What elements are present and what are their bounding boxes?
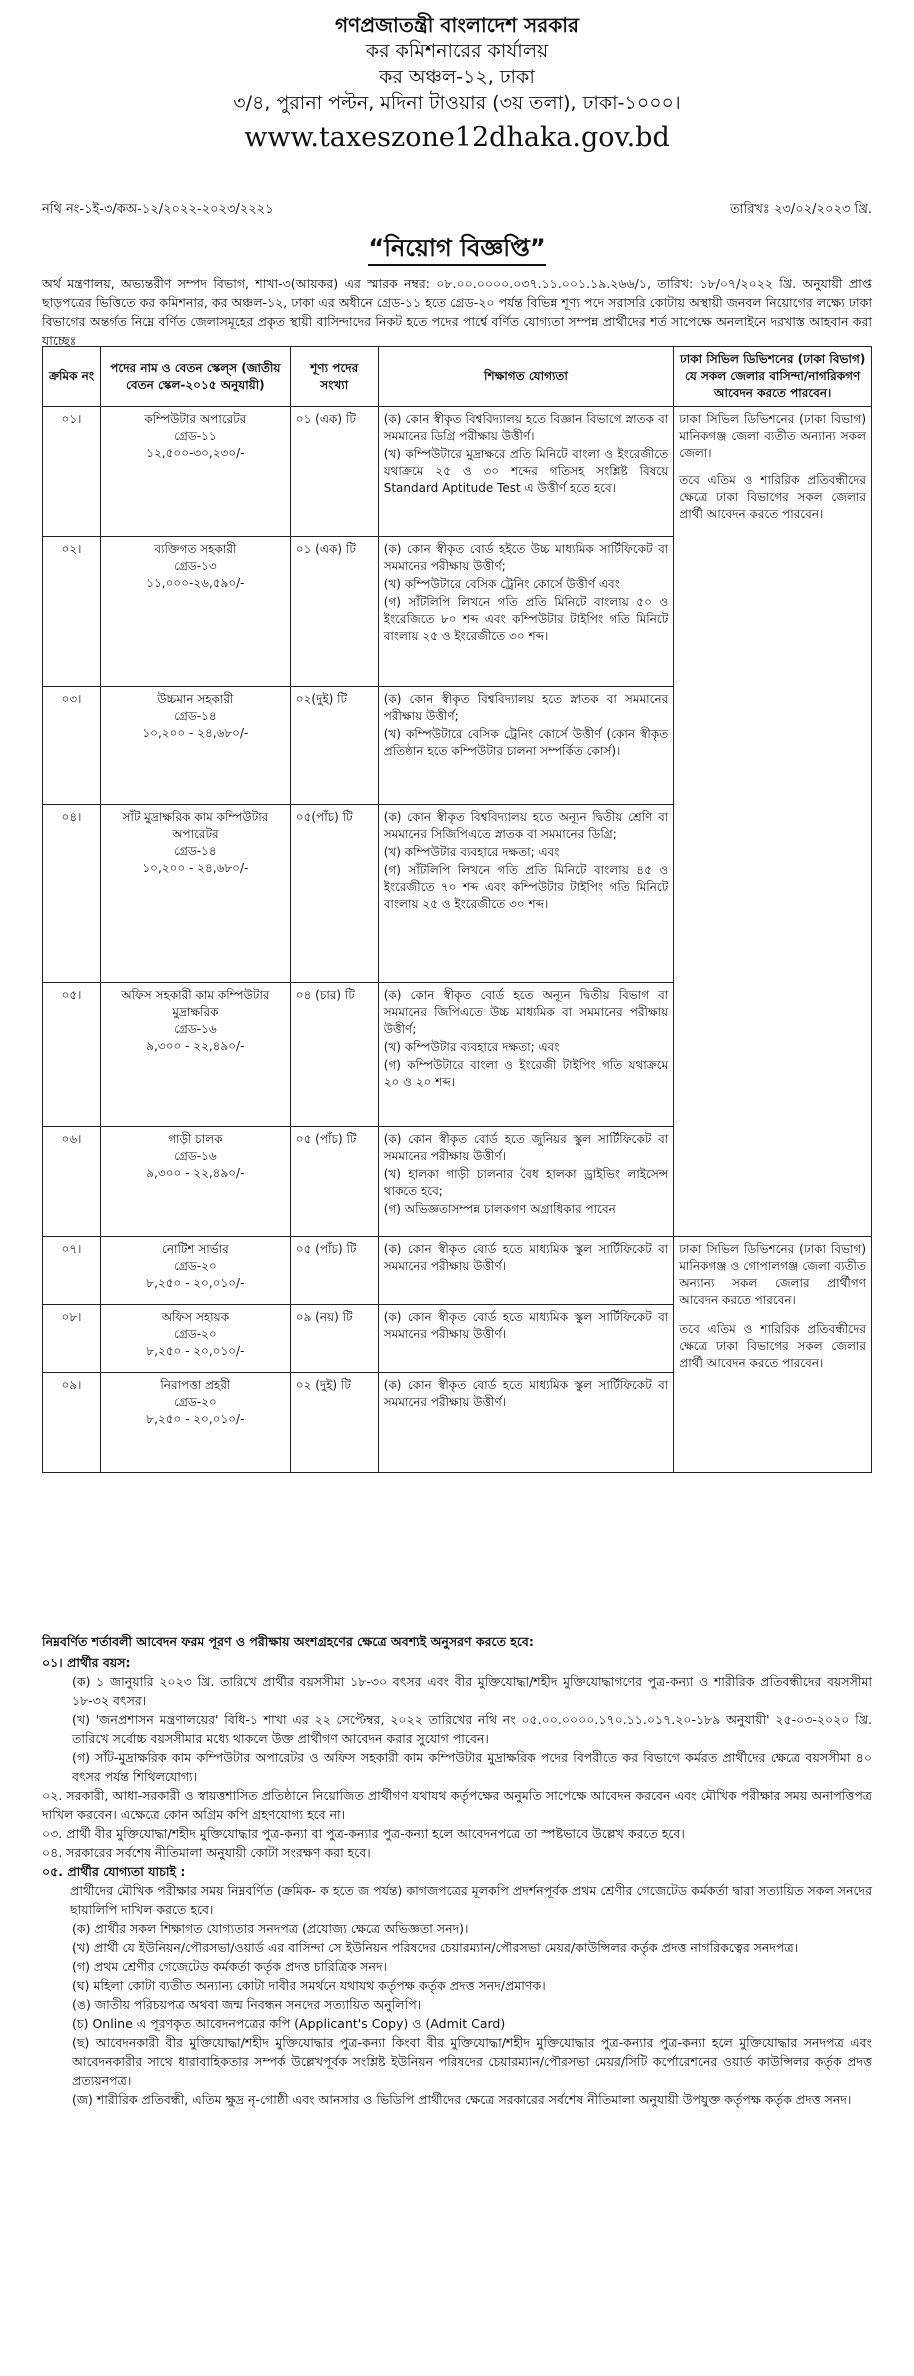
qualification-item: (খ) কম্পিউটার ব্যবহারে দক্ষতা; এবং — [383, 845, 560, 859]
row-qualification — [378, 1305, 674, 1373]
post-grade: গ্রেড-২০ — [174, 1395, 217, 1409]
qualification-item: (ক) কোন স্বীকৃত বোর্ড হতে জুনিয়র স্কুল সার্টিফিকেট বা সমমানের পরীক্ষায় উত্তীর্ণ। — [383, 1132, 669, 1163]
qualification-item: (ক) কোন স্বীকৃত বিশ্ববিদ্যালয় হতে বিজ্ঞান বিভাগে স্নাতক বা সমমানের ডিগ্রি পরীক্ষায় উত্তীর্ণ। — [383, 412, 669, 443]
govt-name: গণপ্রজাতন্ত্রী বাংলাদেশ সরকার — [335, 13, 579, 37]
qualification-item: (খ) কম্পিউটারে বেসিক ট্রেনিং কোর্সে উত্তীর্ণ (কোন স্বীকৃত প্রতিষ্ঠান হতে কম্পিউটার চালনা সম্পর্কিত কোর্স)। — [383, 727, 669, 758]
qualification-item: (গ) অভিজ্ঞতাসম্পন্ন চালকগণ অগ্রাধিকার পাবেন — [383, 1202, 616, 1216]
office-name: কর কমিশনারের কার্যালয় — [365, 40, 549, 62]
age-rule-kha: (খ) 'জনপ্রশাসন মন্ত্রণালয়ের' বিধি-১ শাখা এর ২২ সেপ্টেম্বর, ২০২২ তারিখের নথি নং ০৫.০০.০০০০.১৭০.১১.০১৭.২০-১৮৯ অনুযায়ী' ২৫-০৩-২০২০ খ্রি. তারিখে সর্বোচ্চ বয়সসীমার মধ্যে থাকলে উক্ত প্রার্থীগণ আবেদন করার সুযোগ পাবেন। — [72, 1712, 872, 1746]
row-qualification — [378, 687, 674, 805]
zone-name: কর অঞ্চল-১২, ঢাকা — [379, 66, 535, 88]
row-serial: ০৭। — [43, 1237, 101, 1305]
row-qualification — [378, 1127, 674, 1237]
row-vacancy: ০২(দুই) টি — [290, 687, 378, 805]
vacancy-table — [42, 346, 872, 1473]
header-vacancy: শূণ্য পদের সংখ্যা — [290, 347, 378, 407]
post-grade: গ্রেড-১৪ — [174, 844, 217, 858]
condition-2: ০২. সরকারী, আধা-সরকারী ও স্বায়ত্তশাসিত প্রতিষ্ঠানে নিয়োজিত প্রার্থীগণ যথাযথ কর্তৃপক্ষের অনুমতি সাপেক্ষে আবেদন করবেন এবং মৌখিক পরীক্ষার সময় অনাপত্তিপত্র দাখিল করবেন। এক্ষেত্রে কোন অগ্রিম কপি গ্রহণযোগ্য হবে না। — [42, 1788, 872, 1822]
qualification-item: (ক) কোন স্বীকৃত বোর্ড হইতে উচ্চ মাধ্যমিক সার্টিফিকেট বা সমমানের পরীক্ষায় উত্তীর্ণ; — [383, 542, 669, 573]
post-scale: ১২,৫০০-৩০,২৩০/- — [146, 446, 245, 460]
document-item: (ক) প্রার্থীর সকল শিক্ষাগত যোগ্যতার সনদপত্র (প্রযোজ্য ক্ষেত্রে অভিজ্ঞতা সনদ)। — [72, 1921, 469, 1936]
post-scale: ১০,২০০ - ২৪,৬৮০/- — [142, 726, 249, 740]
qualification-item: (গ) কম্পিউটারে বাংলা ও ইংরেজী টাইপিং গতি যথাক্রমে ২০ ও ২০ শব্দ। — [383, 1058, 669, 1089]
post-scale: ৮,২৫০ - ২০,০১০/- — [146, 1276, 245, 1290]
document-item: (চ) Online এ পূরণকৃত আবেদনপত্রের কপি (Applicant's Copy) ও (Admit Card) — [72, 2016, 506, 2031]
condition-4: ০৪. সরকারের সর্বশেষ নীতিমালা অনুযায়ী কোটা সংরক্ষণ করা হবে। — [42, 1845, 371, 1860]
qualification-item: (খ) হালকা গাড়ী চালনার বৈধ হালকা ড্রাইভিং লাইসেন্স থাকতে হবে; — [383, 1167, 669, 1198]
header-note: ঢাকা সিভিল ডিভিশনের (ঢাকা বিভাগ) যে সকল জেলার বাসিন্দা/নাগরিকগণ আবেদন করতে পারবেন। — [674, 347, 872, 407]
row-post — [100, 983, 290, 1127]
notice-title — [0, 230, 914, 270]
conditions-heading: নিম্নবর্ণিত শর্তাবলী আবেদন ফরম পূরণ ও পরীক্ষায় অংশগ্রহণের ক্ষেত্রে অবশ্যই অনুসরণ করতে হবে: — [42, 1634, 534, 1649]
post-grade: গ্রেড-১১ — [174, 429, 217, 443]
qualification-item: (খ) কম্পিউটারে বেসিক ট্রেনিং কোর্সে উত্তীর্ণ এবং — [383, 577, 620, 591]
age-rule-ga: (গ) সাঁট-মুদ্রাক্ষরিক কাম কম্পিউটার অপারেটর ও অফিস সহকারী কাম কম্পিউটার মুদ্রাক্ষরিক পদের বিপরীতে কর বিভাগে কর্মরত প্রার্থীদের ক্ষেত্রে বয়সসীমা ৪০ বৎসর পর্যন্ত শিথিলযোগ্য। — [72, 1750, 872, 1784]
row-vacancy: ০৫(পাঁচ) টি — [290, 805, 378, 983]
qualification-item: (খ) কম্পিউটার ব্যবহারে দক্ষতা; এবং — [383, 1040, 560, 1054]
qualification-item: (ক) কোন স্বীকৃত বোর্ড হতে মাধ্যমিক স্কুল সার্টিফিকেট বা সমমানের পরীক্ষায় উত্তীর্ণ। — [383, 1310, 669, 1341]
verification-intro: প্রার্থীদের মৌখিক পরীক্ষার সময় নিম্নবর্ণিত (ক্রমিক- ক হতে জ পর্যন্ত) কাগজপত্রের মূলকপি প্রদর্শনপূর্বক প্রথম শ্রেণীর গেজেটেড কর্মকর্তা দ্বারা সত্যায়িত সকল সনদের ছায়ালিপি দাখিল করতে হবে। — [70, 1883, 872, 1917]
header-qualification: শিক্ষাগত যোগ্যতা — [378, 347, 674, 407]
row-serial: ০৩। — [43, 687, 101, 805]
post-name: অফিস সহকারী কাম কম্পিউটার মুদ্রাক্ষরিক — [121, 988, 270, 1019]
post-scale: ১১,০০০-২৬,৫৯০/- — [146, 576, 245, 590]
qualification-item: (ক) কোন স্বীকৃত বোর্ড হতে মাধ্যমিক স্কুল সার্টিফিকেট বা সমমানের পরীক্ষায় উত্তীর্ণ। — [383, 1378, 669, 1409]
row-post — [100, 537, 290, 687]
document-item: (ঙ) জাতীয় পরিচয়পত্র অথবা জন্ম নিবন্ধন সনদের সত্যায়িত অনুলিপি। — [72, 1997, 422, 2012]
post-scale: ১০,২০০ - ২৪,৬৮০/- — [142, 861, 249, 875]
post-name: সাঁট মুদ্রাক্ষরিক কাম কম্পিউটার অপারেটর — [122, 810, 269, 841]
post-scale: ৮,২৫০ - ২০,০১০/- — [146, 1344, 245, 1358]
website-link[interactable]: www.taxeszone12dhaka.gov.bd — [244, 122, 670, 153]
document-item: (গ) প্রথম শ্রেণীর গেজেটেড কর্মকর্তা কর্তৃক প্রদত্ত চারিত্রিক সনদ। — [72, 1959, 387, 1974]
row-vacancy: ০৯ (নয়) টি — [290, 1305, 378, 1373]
post-scale: ৯,৩০০ - ২২,৪৯০/- — [146, 1039, 245, 1053]
reference-row — [42, 200, 872, 221]
district-note-b1: ঢাকা সিভিল ডিভিশনের (ঢাকা বিভাগ) মানিকগঞ্জ ও গোপালগঞ্জ জেলা ব্যতীত অন্যান্য সকল জেলার প্রার্থীগণ আবেদন করতে পারবেন। — [679, 1242, 866, 1307]
row-qualification — [378, 1237, 674, 1305]
age-title: ০১। প্রার্থীর বয়স: — [42, 1655, 131, 1670]
notice-date: তারিখঃ ২৩/০২/২০২৩ খ্রি. — [729, 202, 872, 217]
post-name: নিরাপত্তা প্রহরী — [160, 1378, 231, 1392]
post-scale: ৮,২৫০ - ২০,০১০/- — [146, 1412, 245, 1426]
post-name: নোটিশ সার্ভার — [161, 1242, 229, 1256]
district-note-b — [674, 1237, 872, 1473]
post-grade: গ্রেড-২০ — [174, 1327, 217, 1341]
row-post — [100, 687, 290, 805]
row-post — [100, 1127, 290, 1237]
header-serial: ক্রমিক নং — [43, 347, 101, 407]
row-post — [100, 1305, 290, 1373]
district-note-a — [674, 407, 872, 1237]
row-vacancy: ০৫ (পাঁচ) টি — [290, 1127, 378, 1237]
table-row — [43, 407, 872, 537]
qualification-item: (ক) কোন স্বীকৃত বিশ্ববিদ্যালয় হতে স্নাতক বা সমমানের পরীক্ষায় উত্তীর্ণ; — [383, 692, 669, 723]
post-scale: ৯,৩০০ - ২২,৪৯০/- — [146, 1166, 245, 1180]
row-vacancy: ০৫ (পাঁচ) টি — [290, 1237, 378, 1305]
document-item: (খ) প্রার্থী যে ইউনিয়ন/পৌরসভা/ওয়ার্ড এর বাসিন্দা সে ইউনিয়ন পরিষদের চেয়ারম্যান/পৌরসভা মেয়র/কাউন্সিলর কর্তৃক প্রদত্ত নাগরিকত্বের সনদপত্র। — [72, 1940, 799, 1955]
row-serial: ০৫। — [43, 983, 101, 1127]
row-qualification — [378, 1373, 674, 1473]
table-row — [43, 1237, 872, 1305]
row-vacancy: ০৪ (চার) টি — [290, 983, 378, 1127]
row-vacancy: ০১ (এক) টি — [290, 537, 378, 687]
district-note-a1: ঢাকা সিভিল ডিভিশনের (ঢাকা বিভাগ) মানিকগঞ্জ জেলা ব্যতীত অন্যান্য সকল জেলা। — [679, 412, 866, 460]
row-post — [100, 1373, 290, 1473]
row-vacancy: ০২ (দুই) টি — [290, 1373, 378, 1473]
district-note-b2: তবে এতিম ও শারিরিক প্রতিবন্ধীদের ক্ষেত্রে ঢাকা বিভাগের সকল জেলার প্রার্থী আবেদন করতে পারবেন। — [679, 1322, 866, 1370]
row-serial: ০৬। — [43, 1127, 101, 1237]
post-grade: গ্রেড-১৪ — [174, 709, 217, 723]
post-grade: গ্রেড-১৬ — [174, 1149, 217, 1163]
qualification-item: (গ) সাঁটলিপি লিখনে গতি প্রতি মিনিটে বাংলায় ৫০ ও ইংরেজিতে ৮০ শব্দ এবং কম্পিউটার টাইপিং গতি মিনিটে বাংলায় ২৫ ও ইংরেজীতে ৩০ শব্দ। — [383, 595, 669, 643]
row-qualification — [378, 537, 674, 687]
row-serial: ০৯। — [43, 1373, 101, 1473]
letterhead — [0, 0, 914, 156]
row-post — [100, 407, 290, 537]
intro-paragraph: অর্থ মন্ত্রণালয়, অভ্যন্তরীণ সম্পদ বিভাগ, শাখা-৩(আয়কর) এর স্মারক নম্বর: ০৮.০০.০০০০.০৩৭.১১.০০১.১৯.২৬৬/১, তারিখ: ১৮/০৭/২০২২ খ্রি. অনুযায়ী প্রাপ্ত ছাড়পত্রের ভিত্তিতে কর কমিশনার, কর অঞ্চল-১২, ঢাকা এর অধীনে গ্রেড-১১ হতে গ্রেড-২০ পর্যন্ত বিভিন্ন শূণ্য পদে সরাসরি কোটায় অস্থায়ী জনবল নিয়োগের লক্ষ্যে ঢাকা বিভাগের অন্তর্গত নিম্নে বর্ণিত জেলাসমূহের প্রকৃত স্থায়ী বাসিন্দাদের নিকট হতে পদের পার্শ্বে বর্ণিত যোগ্যতা সম্পন্ন প্রার্থীদের শর্ত সাপেক্ষে অনলাইনে দরখাস্ত আহবান করা যাচ্ছেঃ — [42, 276, 872, 348]
post-name: উচ্চমান সহকারী — [157, 692, 234, 706]
document-item: (জ) শারীরিক প্রতিবন্ধী, এতিম ক্ষুদ্র নৃ-গোষ্ঠী এবং আনসার ও ভিডিপি প্রার্থীদের ক্ষেত্রে সরকারের সর্বশেষ নীতিমালা অনুযায়ী উপযুক্ত কর্তৃপক্ষ কর্তৃক প্রদত্ত সনদ। — [72, 2092, 852, 2107]
post-name: গাড়ী চালক — [168, 1132, 223, 1146]
condition-3: ০৩. প্রার্থী বীর মুক্তিযোদ্ধা/শহীদ মুক্তিযোদ্ধার পুত্র-কন্যা বা পুত্র-কন্যার পুত্র-কন্যা হলে আবেদনপত্রে তা স্পষ্টভাবে উল্লেখ করতে হবে। — [42, 1826, 685, 1841]
district-note-a2: তবে এতিম ও শারিরিক প্রতিবন্ধীদের ক্ষেত্রে ঢাকা বিভাগের সকল জেলার প্রার্থী আবেদন করতে পারবেন। — [679, 473, 866, 521]
row-serial: ০২। — [43, 537, 101, 687]
qualification-item: (ক) কোন স্বীকৃত বিশ্ববিদ্যালয় হতে অন্যূন দ্বিতীয় শ্রেণি বা সমমানের সিজিপিএতে স্নাতক বা সমমানের ডিগ্রি; — [383, 810, 669, 841]
qualification-item: (ক) কোন স্বীকৃত বোর্ড হতে মাধ্যমিক স্কুল সার্টিফিকেট বা সমমানের পরীক্ষায় উত্তীর্ণ। — [383, 1242, 669, 1273]
row-post — [100, 805, 290, 983]
row-serial: ০৮। — [43, 1305, 101, 1373]
post-name: কম্পিউটার অপারেটর — [144, 412, 247, 426]
row-serial: ০৪। — [43, 805, 101, 983]
post-grade: গ্রেড-২০ — [174, 1259, 217, 1273]
post-name: অফিস সহায়ক — [161, 1310, 230, 1324]
post-grade: গ্রেড-১৩ — [174, 559, 217, 573]
row-serial: ০১। — [43, 407, 101, 537]
age-rule-ka: (ক) ১ জানুয়ারি ২০২৩ খ্রি. তারিখে প্রার্থীর বয়সসীমা ১৮-৩০ বৎসর এবং বীর মুক্তিযোদ্ধা/শহীদ মুক্তিযোদ্ধাগণের পুত্র-কন্যা ও শারীরিক প্রতিবন্ধীদের বয়সসীমা ১৮-৩২ বৎসর। — [72, 1674, 872, 1708]
row-qualification — [378, 407, 674, 537]
document-item: (ঘ) মহিলা কোটা ব্যতীত অন্যান্য কোটা দাবীর সমর্থনে যথাযথ কর্তৃপক্ষ কর্তৃক প্রদত্ত সনদ/প্রমাণক। — [72, 1978, 546, 1993]
post-name: ব্যক্তিগত সহকারী — [154, 542, 237, 556]
verification-title: ০৫. প্রার্থীর যোগ্যতা যাচাই : — [42, 1864, 186, 1879]
conditions-section — [42, 1632, 872, 2109]
notice-title-text: “নিয়োগ বিজ্ঞপ্তি” — [368, 234, 545, 266]
table-header-row — [43, 347, 872, 407]
post-grade: গ্রেড-১৬ — [174, 1022, 217, 1036]
qualification-item: (ক) কোন স্বীকৃত বোর্ড হতে অন্যূন দ্বিতীয় বিভাগ বা সমমানের জিপিএতে উচ্চ মাধ্যমিক বা সমমানের পরীক্ষায় উত্তীর্ণ; — [383, 988, 669, 1036]
document-item: (ছ) আবেদনকারী বীর মুক্তিযোদ্ধা/শহীদ মুক্তিযোদ্ধার পুত্র-কন্যা কিংবা বীর মুক্তিযোদ্ধা/শহীদ মুক্তিযোদ্ধার পুত্র-কন্যার পুত্র-কন্যা হলে মুক্তিযোদ্ধার সনদপত্র এবং আবেদনকারীর সাথে ধারাবাহিকতার সম্পর্ক উল্লেখপূর্বক সংশ্লিষ্ট ইউনিয়ন পরিষদের চেয়ারম্যান/পৌরসভা মেয়র/সিটি কর্পোরেশনের ওয়ার্ড কাউন্সিলর কর্তৃক প্রদত্ত প্রত্যয়নপত্র। — [72, 2035, 872, 2088]
row-qualification — [378, 983, 674, 1127]
row-qualification — [378, 805, 674, 983]
header-post: পদের নাম ও বেতন স্কেল্স (জাতীয় বেতন স্কেল-২০১৫ অনুযায়ী) — [100, 347, 290, 407]
office-address: ৩/৪, পুরানা পল্টন, মদিনা টাওয়ার (৩য় তলা), ঢাকা-১০০০। — [233, 92, 681, 114]
qualification-item: (খ) কম্পিউটারে মুদ্রাক্ষরে প্রতি মিনিটে বাংলা ও ইংরেজীতে যথাক্রমে ২৫ ও ৩০ শব্দের গতিসহ সংশ্লিষ্ট বিষয়ে Standard Aptitude Test এ উত্তীর্ণ হতে হবে। — [383, 447, 669, 495]
qualification-item: (গ) সাঁটলিপি লিখনে গতি প্রতি মিনিটে বাংলায় ৪৫ ও ইংরেজীতে ৭০ শব্দ এবং কম্পিউটার টাইপিং গতি মিনিটে বাংলায় ২৫ ও ইংরেজীতে ৩০ শব্দ। — [383, 863, 669, 911]
memo-number: নথি নং-১ই-৩/কঅ-১২/২০২২-২০২৩/২২২১ — [42, 202, 274, 217]
row-post — [100, 1237, 290, 1305]
row-vacancy: ০১ (এক) টি — [290, 407, 378, 537]
